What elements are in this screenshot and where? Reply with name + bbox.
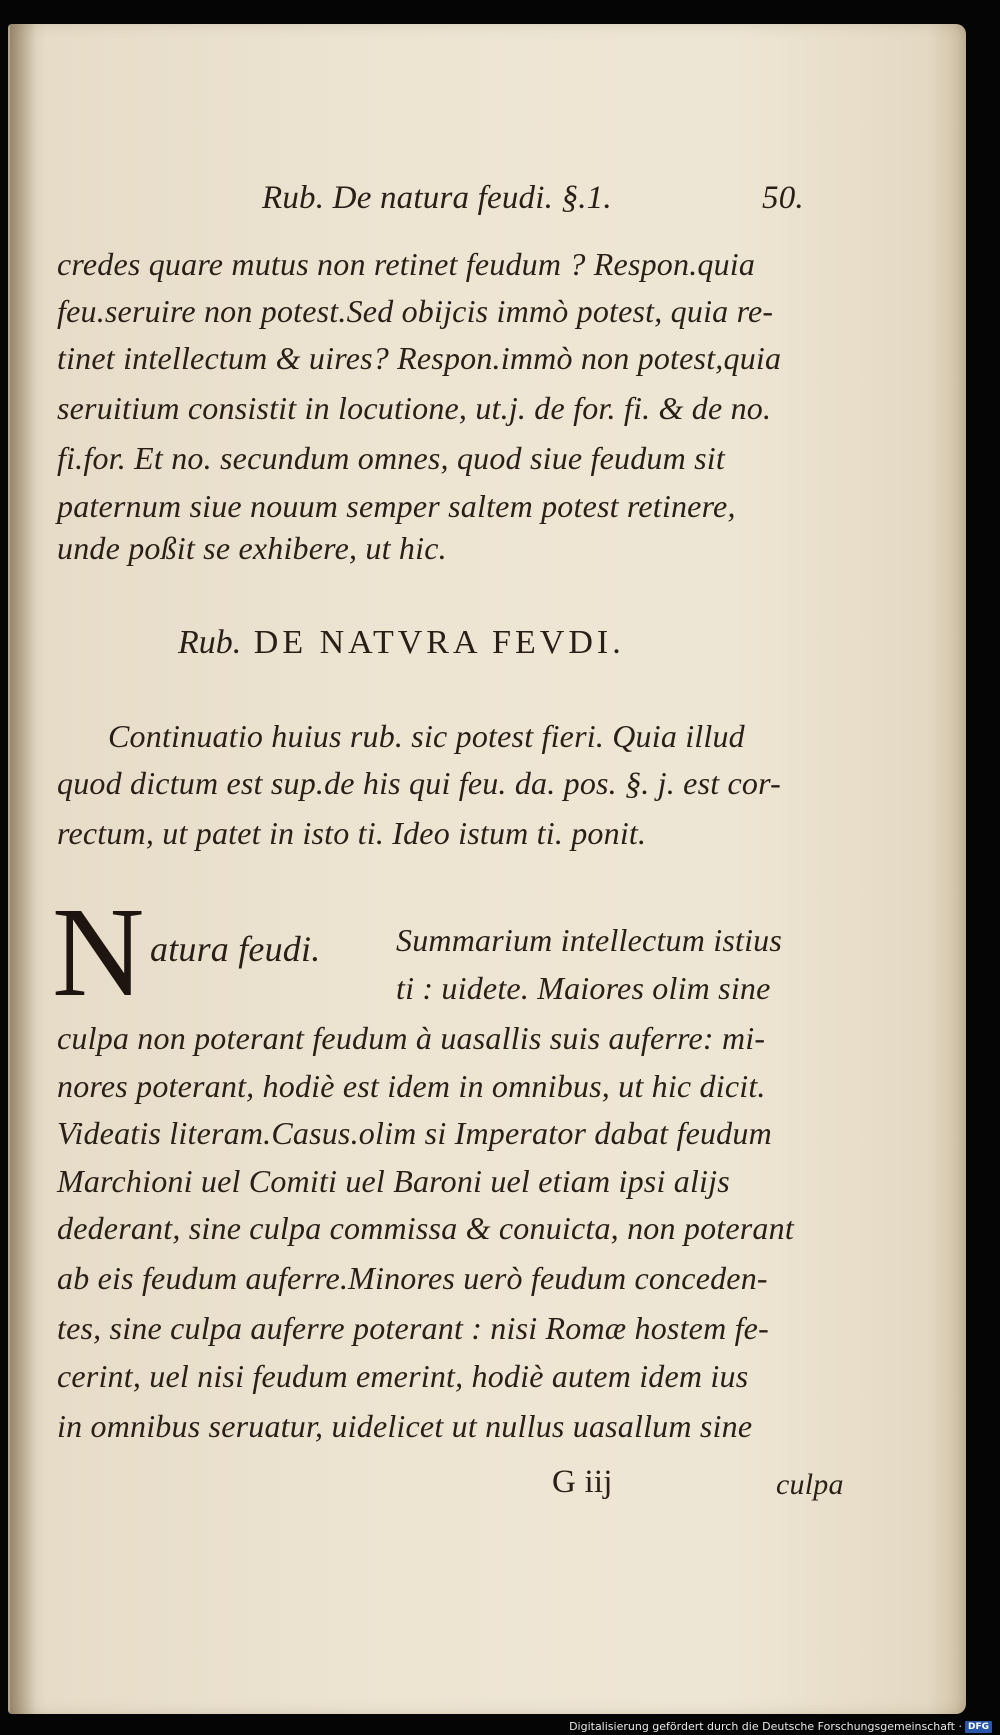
- paragraph1-line: fi.for. Et no. secundum omnes, quod siue feudum sit: [57, 440, 725, 476]
- continuatio-line: Continuatio huius rub. sic potest fieri. Quia illud: [108, 718, 745, 754]
- page-gutter-shadow: [10, 24, 36, 1714]
- paragraph1-line: paternum siue nouum semper saltem potest retinere,: [57, 488, 736, 524]
- main-line: ti : uidete. Maiores olim sine: [396, 970, 771, 1006]
- credit-text: Digitalisierung gefördert durch die Deutsche Forschungsgemeinschaft ·: [569, 1720, 962, 1733]
- main-line: dederant, sine culpa commissa & conuicta, non poterant: [57, 1210, 794, 1246]
- main-line: tes, sine culpa auferre poterant : nisi Romæ hostem fe-: [57, 1310, 769, 1346]
- paragraph1-line: tinet intellectum & uires? Respon.immò non potest,quia: [57, 340, 782, 376]
- main-line: culpa non poterant feudum à uasallis suis auferre: mi-: [57, 1020, 766, 1056]
- main-line: Videatis literam.Casus.olim si Imperator dabat feudum: [57, 1115, 772, 1151]
- main-line: nores poterant, hodiè est idem in omnibus, ut hic dicit.: [57, 1068, 766, 1104]
- digitization-credit: [569, 1720, 992, 1733]
- rubric-title: DE NATVRA FEVDI.: [253, 624, 625, 661]
- main-line: cerint, uel nisi feudum emerint, hodiè autem idem ius: [57, 1358, 749, 1394]
- drop-cap: N: [52, 881, 145, 1023]
- continuatio-line: quod dictum est sup.de his qui feu. da. pos. §. j. est cor-: [57, 765, 781, 801]
- catchword: culpa: [776, 1468, 844, 1501]
- paragraph1-line: feu.seruire non potest.Sed obijcis immò potest, quia re-: [57, 293, 774, 329]
- continuatio-line: rectum, ut patet in isto ti. Ideo istum ti. ponit.: [57, 815, 647, 851]
- paragraph1-line: seruitium consistit in locutione, ut.j. de for. fi. & de no.: [57, 390, 772, 426]
- lemma: atura feudi.: [150, 929, 321, 969]
- main-line: Marchioni uel Comiti uel Baroni uel etiam ipsi alijs: [57, 1163, 730, 1199]
- rubric-prefix: Rub.: [178, 624, 242, 661]
- section-rubric: [178, 624, 625, 662]
- running-title: Rub. De natura feudi. §.1.: [262, 180, 612, 216]
- signature-mark: G iij: [552, 1464, 613, 1500]
- main-line: ab eis feudum auferre.Minores uerò feudum conceden-: [57, 1260, 768, 1296]
- paragraph1-line: credes quare mutus non retinet feudum ? Respon.quia: [57, 246, 756, 282]
- page-number: 50.: [762, 180, 804, 216]
- paragraph1-line: unde poßit se exhibere, ut hic.: [57, 530, 447, 566]
- dfg-logo: DFG: [965, 1721, 992, 1733]
- main-line: Summarium intellectum istius: [396, 922, 783, 958]
- main-line: in omnibus seruatur, uidelicet ut nullus uasallum sine: [57, 1408, 753, 1444]
